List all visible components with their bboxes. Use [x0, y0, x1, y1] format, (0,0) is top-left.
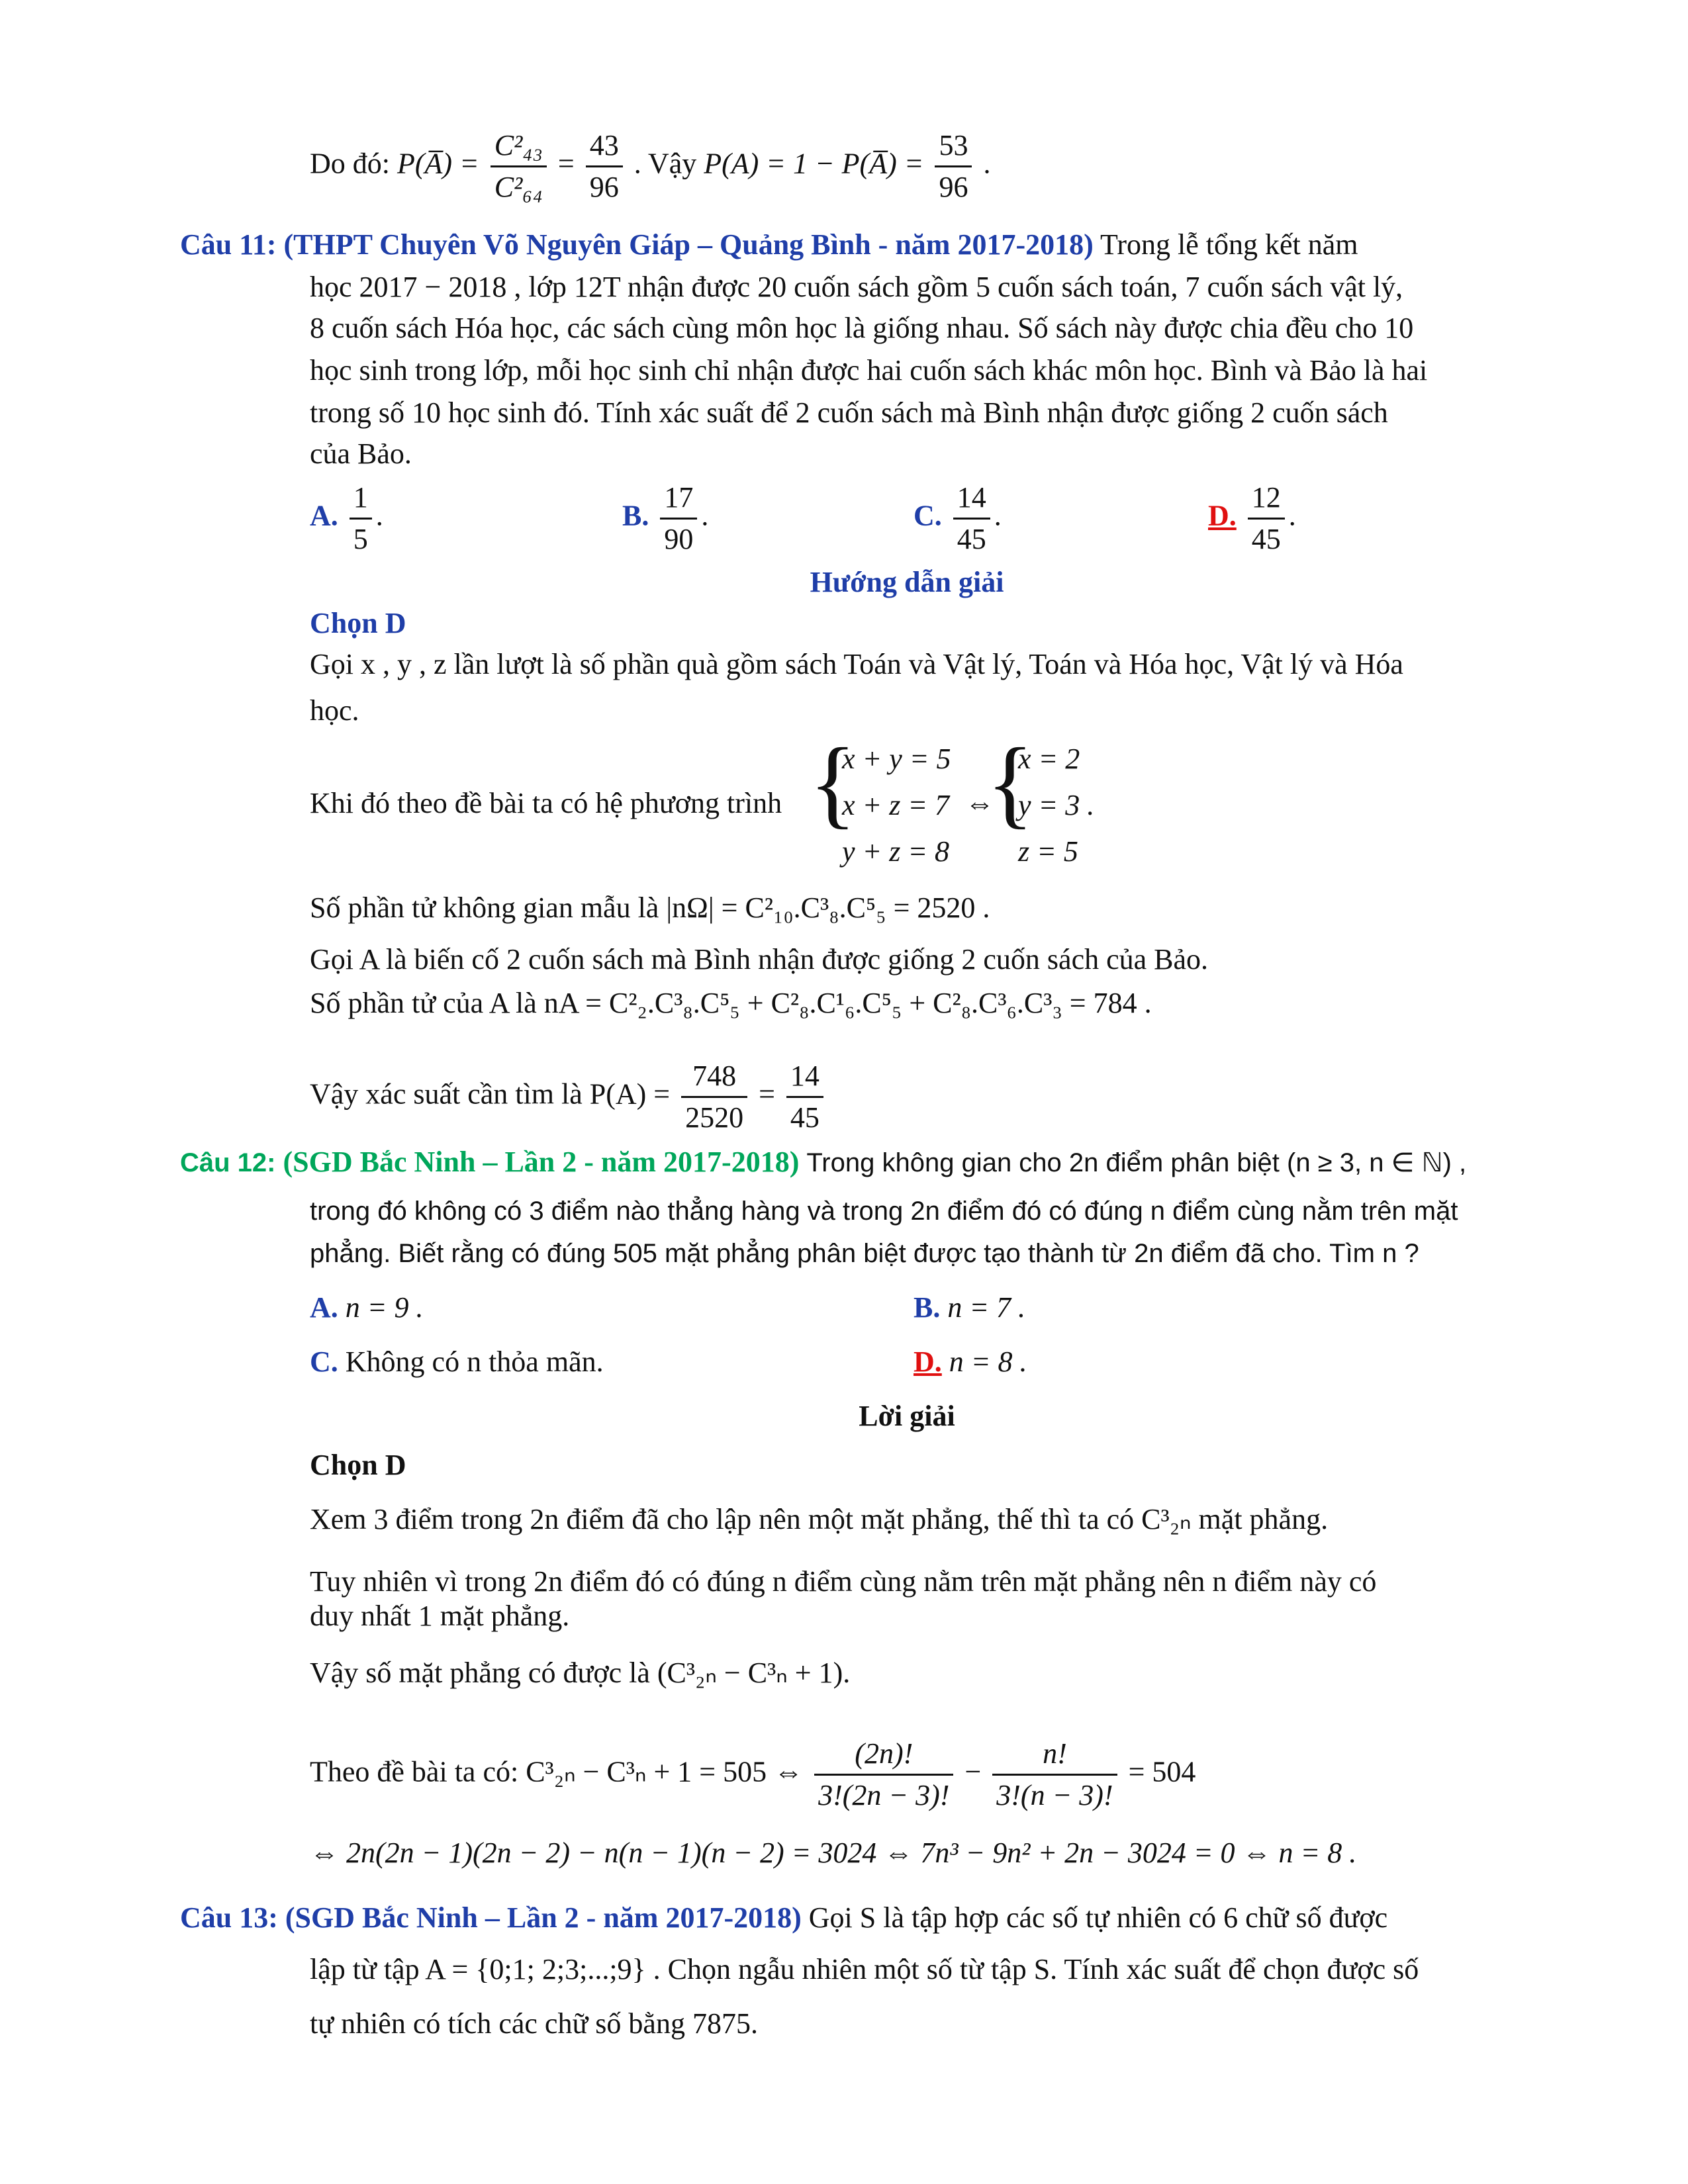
- q12-s2: Tuy nhiên vì trong 2n điểm đó có đúng n điểm cùng nằm trên mặt phẳng nên n điểm này có: [310, 1565, 1377, 1598]
- q12-option-c: C. Không có n thỏa mãn.: [310, 1345, 604, 1378]
- question-source: (THPT Chuyên Võ Nguyên Giáp – Quảng Bình - năm 2017-2018): [283, 228, 1094, 261]
- q11-guide-title: Hướng dẫn giải: [810, 566, 1004, 598]
- q11-option-b: B. $\frac{17}{90}$ .: [622, 478, 708, 559]
- q12-line3: phẳng. Biết rằng có đúng 505 mặt phẳng phân biệt được tạo thành từ 2n điểm đã cho. Tìm n ?: [310, 1239, 1419, 1268]
- q11-header: Câu 11: (THPT Chuyên Võ Nguyên Giáp – Quảng Bình - năm 2017-2018) Trong lễ tổng kết năm: [180, 228, 1358, 261]
- q11-line6: của Bảo.: [310, 437, 412, 470]
- q11-sol1: Gọi x , y , z lần lượt là số phần quà gồm sách Toán và Vật lý, Toán và Hóa học, Vật lý và Hóa: [310, 648, 1403, 680]
- q12-solution-title: Lời giải: [859, 1400, 955, 1432]
- left-brace-icon: {: [809, 728, 857, 838]
- q12-s6: ⇔ 2n(2n − 1)(2n − 2) − n(n − 1)(n − 2) = 3024 ⇔ 7n³ − 9n² + 2n − 3024 = 0 ⇔ n = 8 .: [310, 1837, 1357, 1869]
- q13-header: Câu 13: (SGD Bắc Ninh – Lần 2 - năm 2017-2018) Gọi S là tập hợp các số tự nhiên có 6 chữ số được: [180, 1901, 1388, 1934]
- q12-option-a: A. n = 9 .: [310, 1291, 424, 1324]
- formula-p-a: P(A) = 1 − P(A̅) =: [704, 147, 924, 180]
- q11-system-right: x = 2 y = 3 . z = 5: [1018, 743, 1095, 868]
- q11-sol2: học.: [310, 694, 359, 727]
- q12-option-b: B. n = 7 .: [914, 1291, 1026, 1324]
- q11-option-a: A. $\frac{1}{5}$ .: [310, 478, 383, 559]
- question-source: (SGD Bắc Ninh – Lần 2 - năm 2017-2018): [283, 1146, 800, 1178]
- q12-line2: trong đó không có 3 điểm nào thẳng hàng và trong 2n điểm đó có đúng n điểm cùng nằm trên mặt: [310, 1197, 1458, 1226]
- q11-sample-space: Số phần tử không gian mẫu là |nΩ| = C²₁₀.C³₈.C⁵₅ = 2520 .: [310, 891, 990, 924]
- question-label: Câu 13:: [180, 1901, 278, 1934]
- q12-s4: Vậy số mặt phẳng có được là (C³₂ₙ − C³ₙ + 1).: [310, 1657, 851, 1689]
- q11-system-left: x + y = 5 x + z = 7 y + z = 8: [842, 743, 951, 868]
- formula-p-abar: P(A̅) =: [397, 147, 479, 180]
- q11-option-c: C. $\frac{14}{45}$ .: [914, 478, 1002, 559]
- q11-line2: học 2017 − 2018 , lớp 12T nhận được 20 cuốn sách gồm 5 cuốn sách toán, 7 cuốn sách vật lý,: [310, 271, 1403, 303]
- q12-option-d: D. n = 8 .: [914, 1345, 1027, 1378]
- q11-option-d: D. $\frac{12}{45}$ .: [1208, 478, 1296, 559]
- q13-line2: lập từ tập A = {0;1; 2;3;...;9} . Chọn ngẫu nhiên một số từ tập S. Tính xác suất để chọn được số: [310, 1953, 1419, 1985]
- q12-header: Câu 12: (SGD Bắc Ninh – Lần 2 - năm 2017-2018) Trong không gian cho 2n điểm phân biệt (n ≥ 3, n ∈ ℕ) ,: [180, 1146, 1467, 1178]
- fraction-43-96: $\frac{43}{96}$: [586, 126, 623, 207]
- q11-system-lead: Khi đó theo đề bài ta có hệ phương trình: [310, 787, 782, 819]
- q12-choice: Chọn D: [310, 1449, 406, 1481]
- q11-line4: học sinh trong lớp, mỗi học sinh chỉ nhận được hai cuốn sách khác môn học. Bình và Bảo là hai: [310, 354, 1428, 387]
- left-brace-icon-2: {: [986, 728, 1034, 838]
- q13-line3: tự nhiên có tích các chữ số bằng 7875.: [310, 2007, 758, 2040]
- question-label: Câu 11:: [180, 228, 277, 261]
- q12-s3: duy nhất 1 mặt phẳng.: [310, 1600, 570, 1632]
- q11-line5: trong số 10 học sinh đó. Tính xác suất để 2 cuốn sách mà Bình nhận được giống 2 cuốn sách: [310, 396, 1388, 429]
- equivalence-arrow: ⇔: [965, 787, 994, 819]
- fraction-c43-c64: $\frac{\text{C²₄₃}}{\text{C²₆₄}}$: [491, 126, 547, 207]
- q11-line3: 8 cuốn sách Hóa học, các sách cùng môn học là giống nhau. Số sách này được chia đều cho 10: [310, 312, 1414, 344]
- q11-probability: Vậy xác suất cần tìm là P(A) = $\frac{748}{2520}$ = $\frac{14}{45}$: [310, 1056, 827, 1138]
- q11-event: Gọi A là biến cố 2 cuốn sách mà Bình nhận được giống 2 cuốn sách của Bảo.: [310, 943, 1209, 976]
- q11-count: Số phần tử của A là nA = C²₂.C³₈.C⁵₅ + C²₈.C¹₆.C⁵₅ + C²₈.C³₆.C³₃ = 784 .: [310, 987, 1152, 1019]
- question-label: Câu 12:: [180, 1148, 276, 1177]
- q12-s1: Xem 3 điểm trong 2n điểm đã cho lập nên một mặt phẳng, thế thì ta có C³₂ₙ mặt phẳng.: [310, 1503, 1329, 1535]
- fraction-53-96: $\frac{53}{96}$: [935, 126, 972, 207]
- top-probability-line: Do đó: P(A̅) = $\frac{\text{C²₄₃}}{\text{C²₆₄}}$ = $\frac{43}{96}$ . Vậy P(A) = 1 − P(A̅) = $\frac{53}{96}$ .: [310, 126, 990, 207]
- q11-choice: Chọn D: [310, 607, 406, 639]
- q12-s5: Theo đề bài ta có: C³₂ₙ − C³ₙ + 1 = 505 ⇔ $\frac{(2n)!}{3!(2n - 3)!}$ − $\frac{n!}{3!(n - 3)!}$ = 504: [310, 1734, 1196, 1815]
- lead-text: Do đó:: [310, 147, 390, 180]
- question-source: (SGD Bắc Ninh – Lần 2 - năm 2017-2018): [285, 1901, 802, 1934]
